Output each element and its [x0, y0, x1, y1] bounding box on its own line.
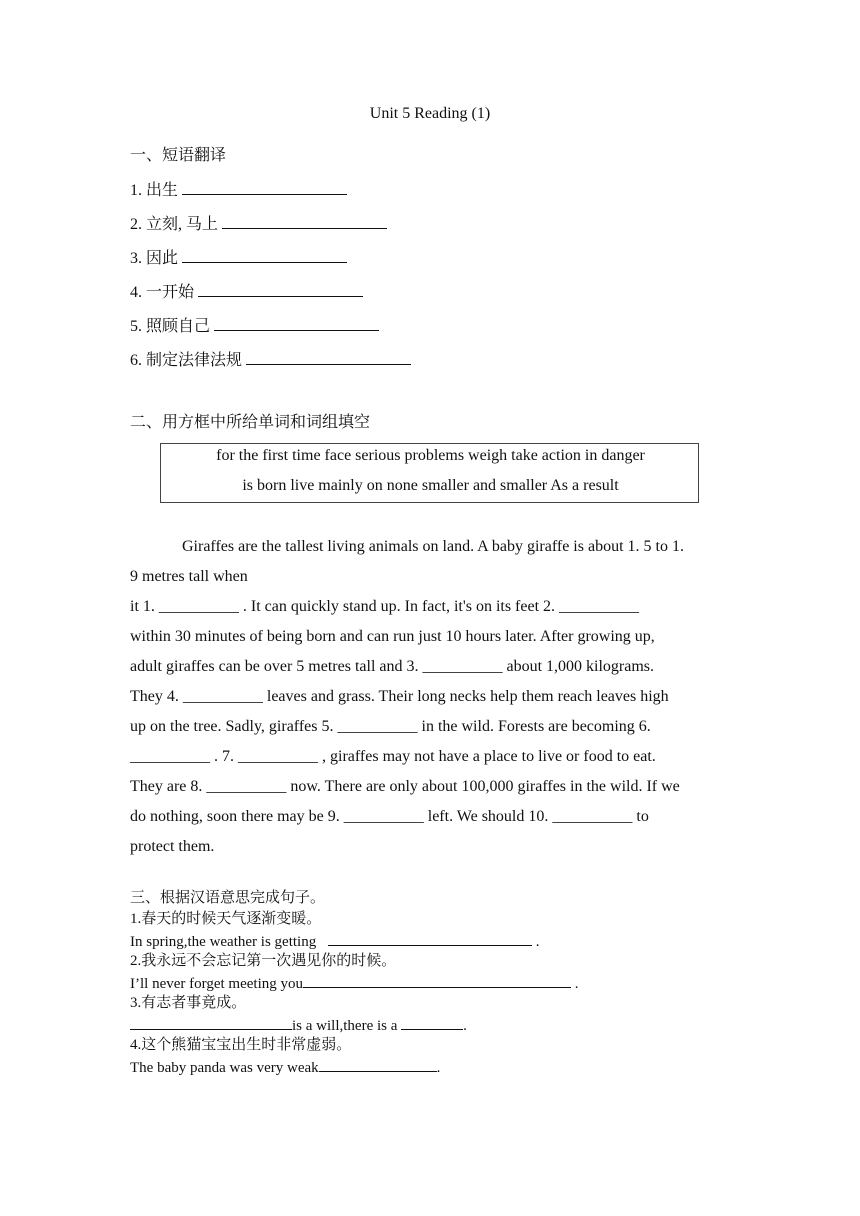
passage-line-6: They 4. __________ leaves and grass. Their long necks help them reach leaves high [130, 688, 669, 705]
phrase-item-5 [130, 316, 379, 337]
sentence-end: . [436, 1060, 441, 1076]
answer-blank[interactable] [401, 1015, 463, 1030]
passage-line-1: Giraffes are the tallest living animals on land. A baby giraffe is about 1. 5 to 1. [182, 538, 684, 555]
sentence-1-english [130, 931, 539, 951]
sentence-2-english [130, 973, 579, 993]
passage-line-11: protect them. [130, 838, 215, 855]
sentence-text: is a will,there is a [292, 1018, 398, 1034]
sentence-3-chinese: 3.有志者事竟成。 [130, 995, 247, 1011]
sentence-4-chinese: 4.这个熊猫宝宝出生时非常虚弱。 [130, 1037, 352, 1053]
phrase-item-4 [130, 282, 363, 303]
phrase-label: 2. 立刻, 马上 [130, 216, 219, 233]
answer-blank[interactable] [303, 973, 571, 988]
section1-heading: 一、短语翻译 [130, 147, 227, 164]
answer-blank[interactable] [198, 282, 363, 297]
phrase-label: 1. 出生 [130, 182, 179, 199]
phrase-item-6 [130, 350, 411, 371]
answer-blank[interactable] [319, 1057, 437, 1072]
section3-heading: 三、根据汉语意思完成句子。 [130, 890, 326, 906]
answer-blank[interactable] [182, 180, 347, 195]
sentence-2-chinese: 2.我永远不会忘记第一次遇见你的时候。 [130, 953, 397, 969]
passage-line-10: do nothing, soon there may be 9. __________ left. We should 10. __________ to [130, 808, 649, 825]
sentence-4-english [130, 1057, 440, 1077]
answer-blank[interactable] [246, 350, 411, 365]
sentence-end: . [574, 976, 579, 992]
phrase-item-1 [130, 180, 347, 201]
passage-line-4: within 30 minutes of being born and can run just 10 hours later. After growing up, [130, 628, 655, 645]
passage-line-2: 9 metres tall when [130, 568, 248, 585]
answer-blank[interactable] [214, 316, 379, 331]
phrase-item-2 [130, 214, 387, 235]
answer-blank[interactable] [328, 931, 532, 946]
passage-line-5: adult giraffes can be over 5 metres tall and 3. __________ about 1,000 kilograms. [130, 658, 655, 675]
phrase-label: 4. 一开始 [130, 284, 195, 301]
phrase-item-3 [130, 248, 347, 269]
sentence-1-chinese: 1.春天的时候天气逐渐变暖。 [130, 911, 322, 927]
page-title: Unit 5 Reading (1) [369, 105, 491, 122]
sentence-text: The baby panda was very weak [130, 1060, 319, 1076]
answer-blank[interactable] [182, 248, 347, 263]
word-bank-line-2: is born live mainly on none smaller and smaller As a result [242, 477, 619, 494]
answer-blank[interactable] [222, 214, 387, 229]
word-bank-line-1: for the first time face serious problems weigh take action in danger [216, 447, 645, 464]
passage-line-7: up on the tree. Sadly, giraffes 5. __________ in the wild. Forests are becoming 6. [130, 718, 651, 735]
passage-line-3: it 1. __________ . It can quickly stand up. In fact, it's on its feet 2. __________ [130, 598, 640, 615]
sentence-3-english [130, 1015, 467, 1035]
word-bank-box [160, 443, 699, 503]
phrase-label: 3. 因此 [130, 250, 179, 267]
sentence-end: . [463, 1018, 467, 1034]
sentence-end: . [535, 934, 540, 950]
section2-heading: 二、用方框中所给单词和词组填空 [130, 414, 371, 431]
phrase-label: 5. 照顾自己 [130, 318, 211, 335]
phrase-label: 6. 制定法律法规 [130, 352, 243, 369]
answer-blank[interactable] [130, 1015, 292, 1030]
sentence-text: In spring,the weather is getting [130, 934, 317, 950]
passage-line-9: They are 8. __________ now. There are only about 100,000 giraffes in the wild. If we [130, 778, 680, 795]
sentence-text: I’ll never forget meeting you [130, 976, 303, 992]
passage-line-8: __________ . 7. __________ , giraffes may not have a place to live or food to eat. [130, 748, 656, 765]
